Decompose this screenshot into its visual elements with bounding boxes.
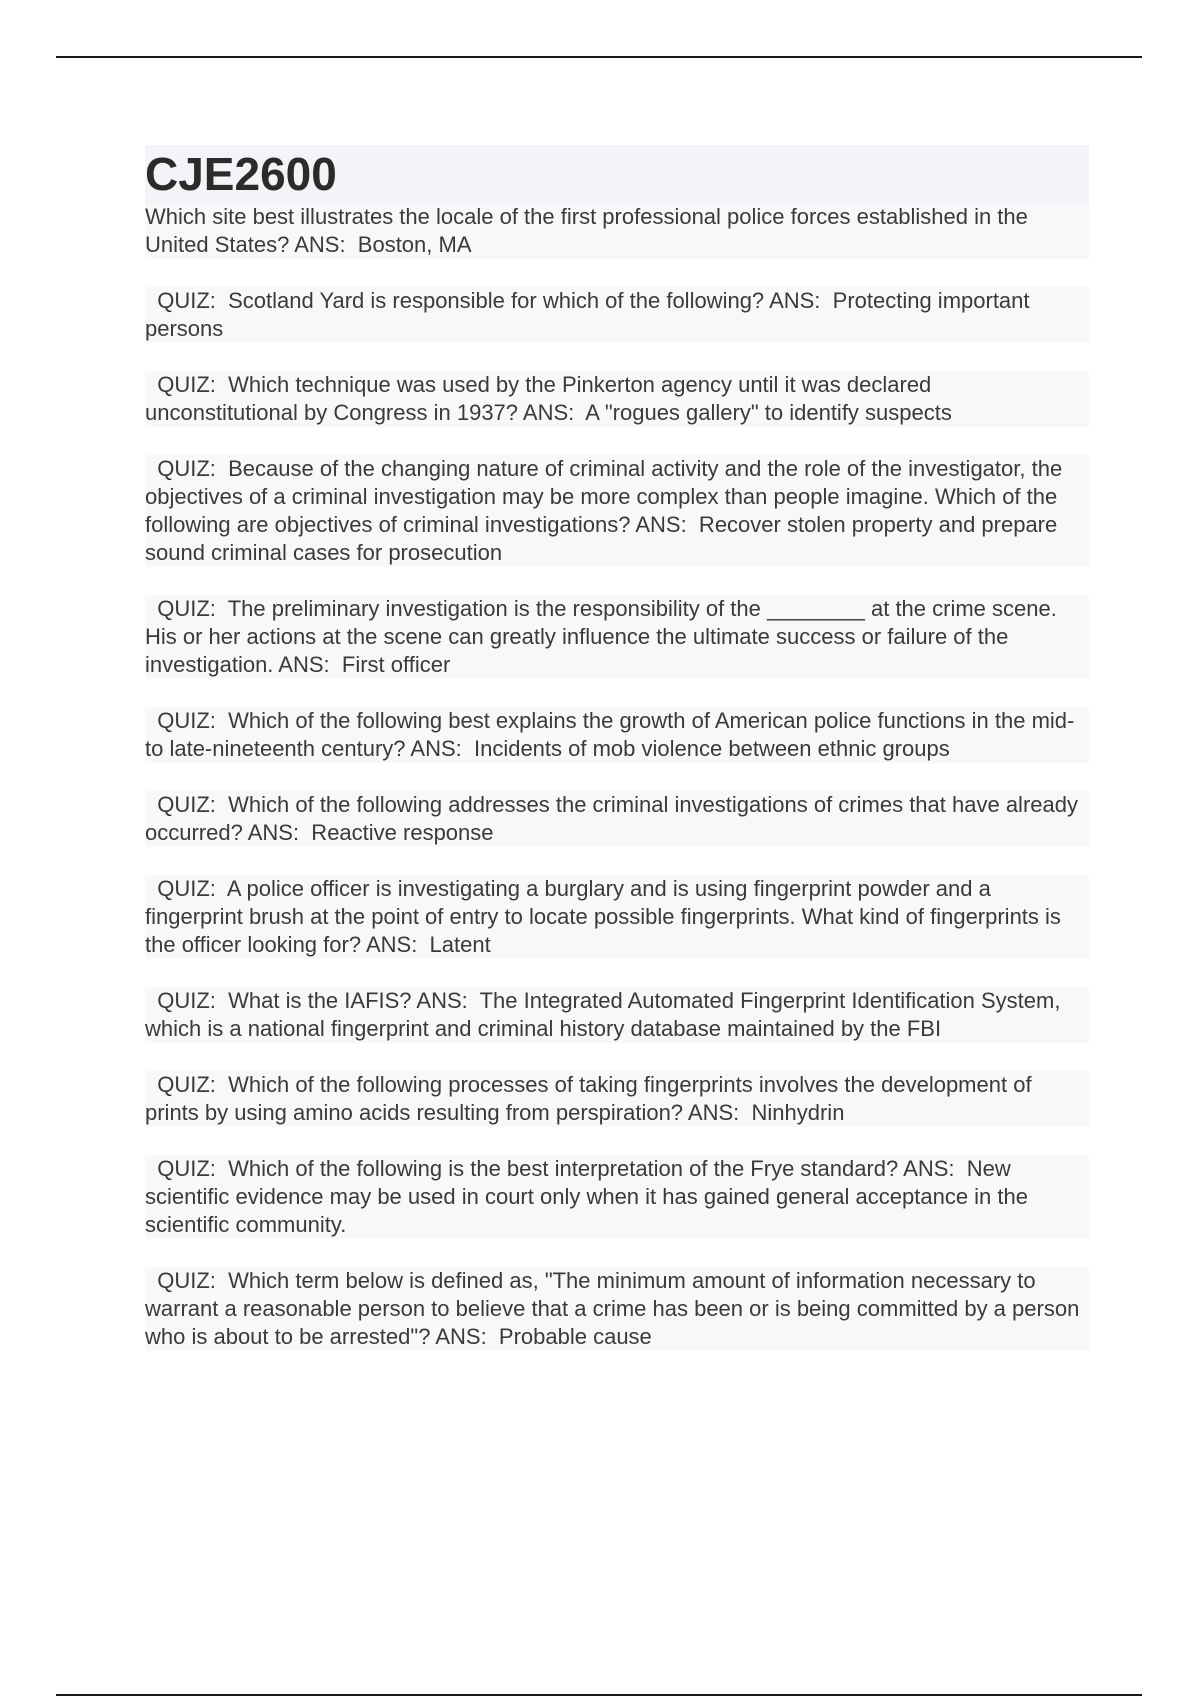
document-title: CJE2600 <box>145 145 1089 203</box>
quiz-item: QUIZ: What is the IAFIS? ANS: The Integrated Automated Fingerprint Identification System, which is a national fingerprint and criminal history database maintained by the FBI <box>145 987 1089 1043</box>
quiz-item: QUIZ: Which technique was used by the Pinkerton agency until it was declared unconstitutional by Congress in 1937? ANS: A "rogues gallery" to identify suspects <box>145 371 1089 427</box>
quiz-item: QUIZ: The preliminary investigation is the responsibility of the ________ at the crime scene. His or her actions at the scene can greatly influence the ultimate success or failure of the investigation. ANS: First officer <box>145 595 1089 679</box>
quiz-item: Which site best illustrates the locale of the first professional police forces established in the United States? ANS: Boston, MA <box>145 203 1089 259</box>
quiz-item: QUIZ: Which term below is defined as, "The minimum amount of information necessary to warrant a reasonable person to believe that a crime has been or is being committed by a person who is about to be arrested"? ANS: Probable cause <box>145 1267 1089 1351</box>
quiz-item: QUIZ: Which of the following best explains the growth of American police functions in the mid- to late-nineteenth century? ANS: Incidents of mob violence between ethnic groups <box>145 707 1089 763</box>
quiz-item: QUIZ: Because of the changing nature of criminal activity and the role of the investigator, the objectives of a criminal investigation may be more complex than people imagine. Which of the following are objectives of criminal investigations? ANS: Recover stolen property and prepare sound criminal cases for prosecution <box>145 455 1089 567</box>
quiz-item: QUIZ: Which of the following is the best interpretation of the Frye standard? ANS: New scientific evidence may be used in court only when it has gained general acceptance in the scientific community. <box>145 1155 1089 1239</box>
document-body <box>145 145 1089 1379</box>
footer-rule <box>56 1694 1142 1696</box>
quiz-item: QUIZ: Scotland Yard is responsible for which of the following? ANS: Protecting important persons <box>145 287 1089 343</box>
quiz-item: QUIZ: Which of the following addresses the criminal investigations of crimes that have already occurred? ANS: Reactive response <box>145 791 1089 847</box>
header-rule <box>56 56 1142 58</box>
quiz-item: QUIZ: A police officer is investigating a burglary and is using fingerprint powder and a fingerprint brush at the point of entry to locate possible fingerprints. What kind of fingerprints is the officer looking for? ANS: Latent <box>145 875 1089 959</box>
quiz-item: QUIZ: Which of the following processes of taking fingerprints involves the development of prints by using amino acids resulting from perspiration? ANS: Ninhydrin <box>145 1071 1089 1127</box>
